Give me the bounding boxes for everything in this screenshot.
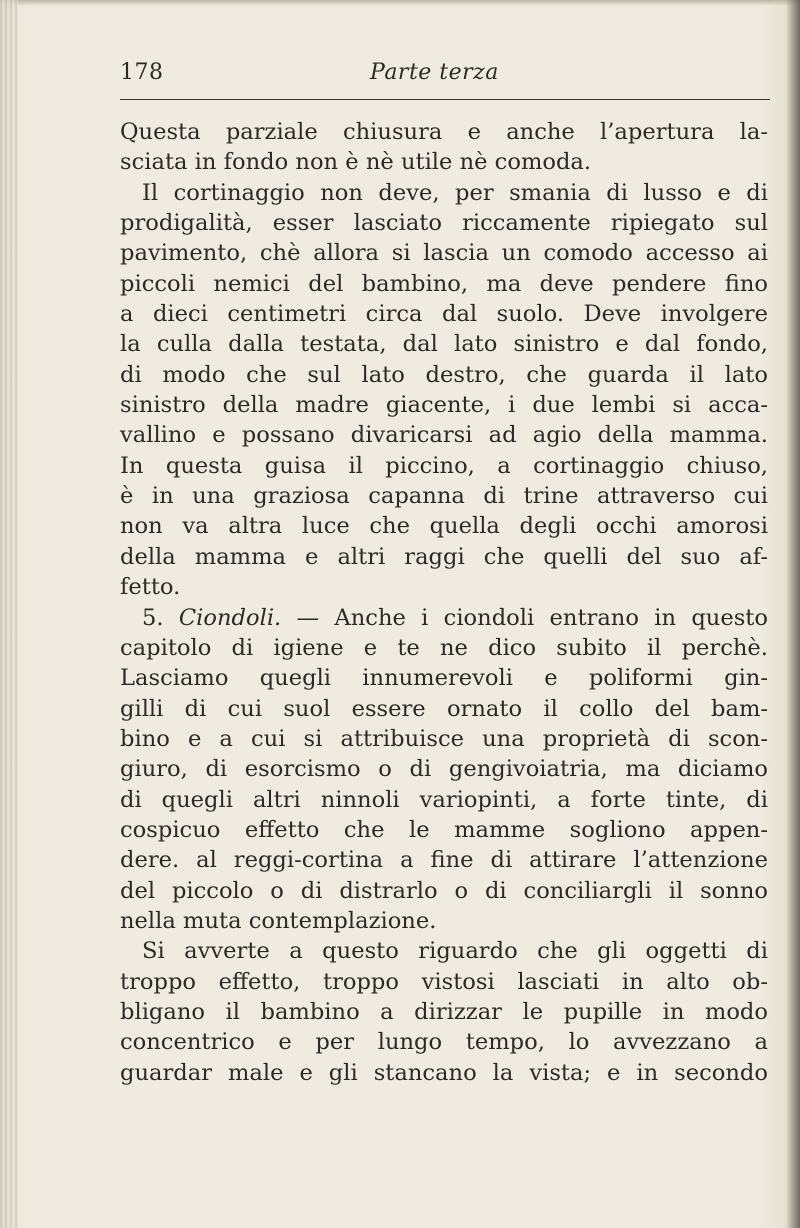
page-top-edge bbox=[0, 0, 800, 6]
text-line: dere. al reggi-cortina a fine di attirare l’attenzione bbox=[120, 847, 768, 874]
text-line: sinistro della madre giacente, i due lembi si acca- bbox=[120, 392, 768, 419]
text-line: Si avverte a questo riguardo che gli oggetti di bbox=[142, 938, 768, 965]
text-line: sciata in fondo non è nè utile nè comoda. bbox=[120, 149, 592, 176]
text-line: piccoli nemici del bambino, ma deve pendere fino bbox=[120, 270, 768, 297]
text-line: Questa parziale chiusura e anche l’apertura la- bbox=[120, 119, 768, 145]
text-line: di quegli altri ninnoli variopinti, a forte tinte, di bbox=[120, 786, 768, 813]
header-rule bbox=[120, 99, 770, 100]
text-line: gilli di cui suol essere ornato il collo del bam- bbox=[120, 695, 768, 722]
text-line: prodigalità, esser lasciato riccamente ripiegato sul bbox=[120, 210, 768, 237]
page-right-edge-shadow bbox=[786, 0, 800, 1228]
text-line: guardar male e gli stancano la vista; e in secondo bbox=[120, 1059, 768, 1086]
text-line: Lasciamo quegli innumerevoli e poliformi gin- bbox=[120, 665, 768, 692]
text-line: non va altra luce che quella degli occhi amorosi bbox=[120, 513, 768, 540]
text-line: fetto. bbox=[120, 574, 181, 601]
section-heading-line bbox=[120, 603, 768, 633]
text-line: è in una graziosa capanna di trine attraverso cui bbox=[120, 483, 768, 510]
section-title: Ciondoli. bbox=[178, 604, 282, 631]
text-line: bino e a cui si attribuisce una proprietà di scon- bbox=[120, 725, 768, 752]
section-number: 5. bbox=[142, 604, 179, 631]
text-line: troppo effetto, troppo vistosi lasciati in alto ob- bbox=[120, 968, 768, 995]
text-line: vallino e possano divaricarsi ad agio della mamma. bbox=[120, 422, 768, 449]
text-line: In questa guisa il piccino, a cortinaggio chiuso, bbox=[120, 452, 768, 479]
section-heading-rest: — Anche i ciondoli entrano in questo bbox=[281, 604, 768, 631]
text-line: nella muta contemplazione. bbox=[120, 907, 437, 934]
running-title: Parte terza bbox=[370, 60, 499, 85]
text-line: della mamma e altri raggi che quelli del suo af- bbox=[120, 543, 768, 570]
text-line: bligano il bambino a dirizzar le pupille in modo bbox=[120, 998, 768, 1025]
text-line: cospicuo effetto che le mamme sogliono appen- bbox=[120, 816, 768, 843]
text-line: capitolo di igiene e te ne dico subito il perchè. bbox=[120, 634, 768, 661]
page-number: 178 bbox=[120, 60, 164, 85]
body-text bbox=[120, 117, 768, 1088]
text-line: giuro, di esorcismo o di gengivoiatria, ma diciamo bbox=[120, 756, 768, 783]
page-left-edge bbox=[0, 0, 18, 1228]
text-line: a dieci centimetri circa dal suolo. Deve involgere bbox=[120, 301, 768, 328]
text-line: di modo che sul lato destro, che guarda il lato bbox=[120, 361, 768, 388]
text-line: pavimento, chè allora si lascia un comodo accesso ai bbox=[120, 240, 768, 267]
text-line: concentrico e per lungo tempo, lo avvezzano a bbox=[120, 1029, 768, 1056]
running-head bbox=[120, 56, 770, 96]
text-line: del piccolo o di distrarlo o di conciliargli il sonno bbox=[120, 877, 768, 904]
text-line: la culla dalla testata, dal lato sinistro e dal fondo, bbox=[120, 331, 768, 358]
text-line: Il cortinaggio non deve, per smania di lusso e di bbox=[142, 179, 768, 206]
